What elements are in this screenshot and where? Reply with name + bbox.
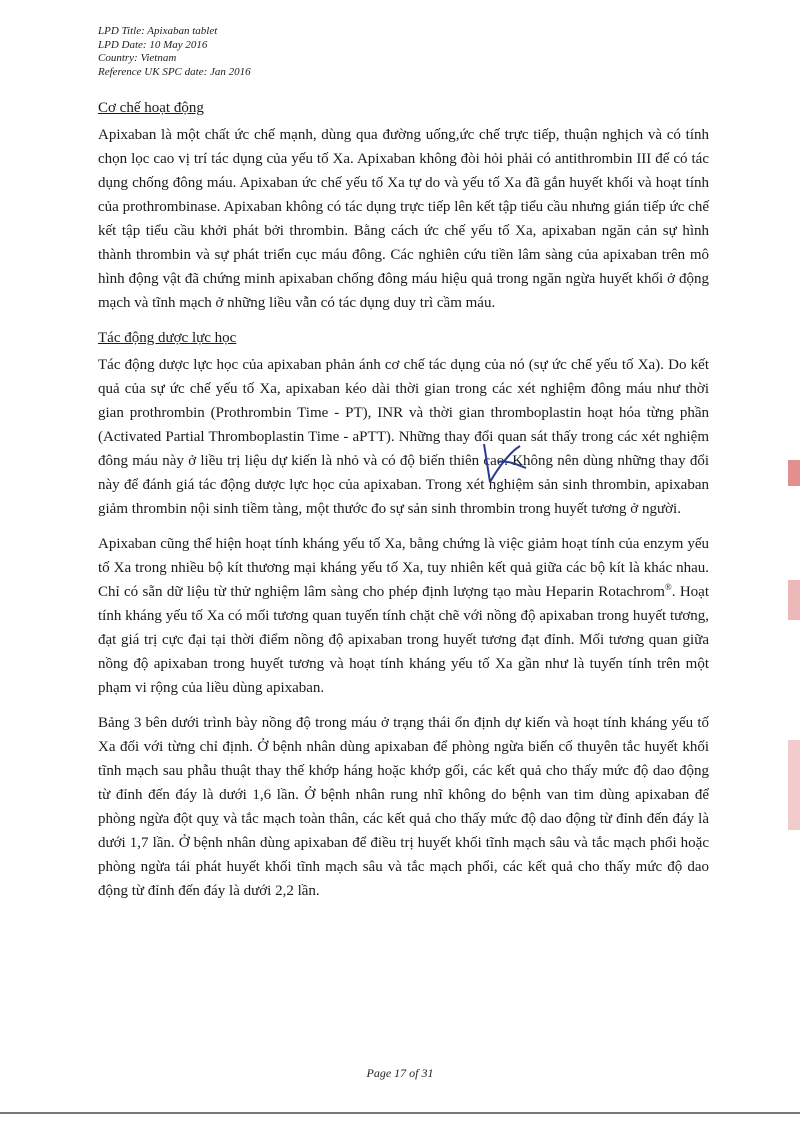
margin-scan-mark — [788, 740, 800, 830]
header-title: LPD Title: Apixaban tablet — [98, 25, 218, 37]
header-country: Country: Vietnam — [98, 52, 177, 64]
scan-edge-line — [0, 1112, 800, 1114]
paragraph-text: . Hoạt tính kháng yếu tố Xa có mối tương quan tuyến tính chặt chẽ với nồng độ apixaban trong huyết tương, đạt giá trị cực đại tại thời điểm nồng độ apixaban trong huyết tương đạt đỉnh. Mối tương quan giữa nồng độ apixaban trong huyết tương và hoạt tính kháng yếu tố Xa gần như là tuyến tính trên một phạm vi rộng của liều dùng apixaban. — [98, 584, 709, 696]
header-date: LPD Date: 10 May 2016 — [98, 38, 208, 51]
section-heading-mechanism: Cơ chế hoạt động — [98, 100, 204, 116]
margin-scan-mark — [788, 580, 800, 620]
document-header — [98, 25, 251, 79]
header-reference: Reference UK SPC date: Jan 2016 — [98, 65, 251, 78]
paragraph-text: Apixaban cũng thể hiện hoạt tính kháng yếu tố Xa, bằng chứng là việc giảm hoạt tính của enzym yếu tố Xa trong nhiều bộ kít thương mại kháng yếu tố Xa, tuy nhiên kết quả giữa các bộ kít là khác nhau. Chỉ có sẵn dữ liệu từ thử nghiệm lâm sàng cho phép định lượng tạo màu Heparin Rotachrom — [98, 536, 709, 600]
paragraph-pharmacodynamics-2 — [98, 532, 709, 700]
page-number: Page 17 of 31 — [366, 1066, 434, 1080]
section-heading-pharmacodynamics: Tác động dược lực học — [98, 330, 237, 346]
paragraph-mechanism: Apixaban là một chất ức chế mạnh, dùng qua đường uống,ức chế trực tiếp, thuận nghịch và có tính chọn lọc cao vị trí tác dụng của yếu tố Xa. Apixaban không đòi hỏi phải có antithrombin III để có tác dụng chống đông máu. Apixaban ức chế yếu tố Xa tự do và yếu tố Xa đã gắn huyết khối và hoạt tính của prothrombinase. Apixaban không có tác dụng trực tiếp lên kết tập tiểu cầu nhưng gián tiếp ức chế kết tập tiểu cầu khởi phát bởi thrombin. Bằng cách ức chế yếu tố Xa, apixaban ngăn cản sự hình thành thrombin và sự phát triển cục máu đông. Các nghiên cứu tiền lâm sàng của apixaban trên mô hình động vật đã chứng minh apixaban chống đông máu hiệu quả trong ngăn ngừa huyết khối ở động mạch và tĩnh mạch ở những liều vẫn có tác dụng duy trì cầm máu. — [98, 127, 709, 311]
document-body — [98, 96, 709, 914]
paragraph-pharmacodynamics-3: Bảng 3 bên dưới trình bày nồng độ trong máu ở trạng thái ổn định dự kiến và hoạt tính kháng yếu tố Xa đối với từng chỉ định. Ở bệnh nhân dùng apixaban để phòng ngừa biến cố thuyên tắc huyết khối tĩnh mạch sau phẫu thuật thay thế khớp háng hoặc khớp gối, các kết quả cho thấy mức độ dao động từ đỉnh đến đáy là dưới 1,6 lần. Ở bệnh nhân rung nhĩ không do bệnh van tim dùng apixaban để phòng ngừa đột quỵ và tắc mạch toàn thân, các kết quả cho thấy mức độ dao động từ đỉnh đến đáy là dưới 1,7 lần. Ở bệnh nhân dùng apixaban để điều trị huyết khối tĩnh mạch sâu và tắc mạch phổi hoặc phòng ngừa tái phát huyết khối tĩnh mạch sâu và tắc mạch phổi, các kết quả cho thấy mức độ dao động từ đỉnh đến đáy là dưới 2,2 lần. — [98, 715, 709, 899]
margin-scan-mark — [788, 460, 800, 486]
paragraph-pharmacodynamics-1: Tác động dược lực học của apixaban phản ánh cơ chế tác dụng của nó (sự ức chế yếu tố Xa). Do kết quả của sự ức chế yếu tố Xa, apixaban kéo dài thời gian trong các xét nghiệm đông máu như thời gian prothrombin (Prothrombin Time - PT), INR và thời gian thromboplastin hoạt hóa từng phần (Activated Partial Thromboplastin Time - aPTT). Những thay đổi quan sát thấy trong các xét nghiệm đông máu này ở liều trị liệu dự kiến là nhỏ và có độ biến thiên cao. Không nên dùng những thay đổi này để đánh giá tác động dược lực học của apixaban. Trong xét nghiệm sản sinh thrombin, apixaban giảm thrombin nội sinh tiềm tàng, một thước đo sự sản sinh thrombin trong huyết tương ở người. — [98, 357, 709, 517]
registered-mark: ® — [664, 582, 672, 592]
handwritten-initial-mark — [476, 438, 536, 486]
